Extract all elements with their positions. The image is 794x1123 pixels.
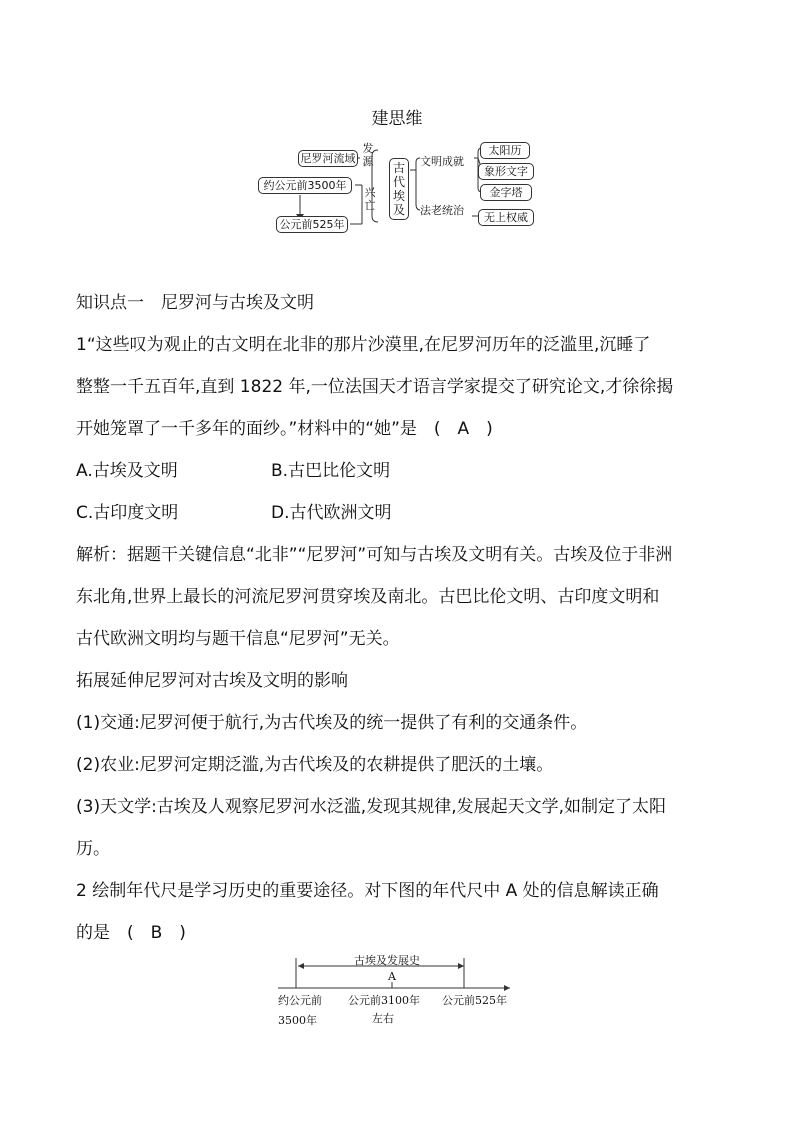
- extension-line-4: 历。: [76, 839, 110, 859]
- section-title: 建思维: [371, 109, 423, 129]
- mind-map-item-solar-calendar: 太阳历: [480, 142, 530, 159]
- q1-analysis-line-3: 古代欧洲文明均与题干信息“尼罗河”无关。: [76, 629, 400, 649]
- mind-map-box-3500bc: 约公元前3500年: [258, 177, 352, 194]
- q1-option-c: C.古印度文明: [76, 503, 179, 523]
- branch-label-achievements: 文明成就: [420, 155, 464, 168]
- timeline-title: 古埃及发展史: [354, 954, 420, 967]
- mind-map-box-nile: 尼罗河流域: [298, 150, 358, 167]
- timeline-tick-3500bc-line1: 约公元前: [278, 994, 322, 1007]
- q1-line-3: 开她笼罩了一千多年的面纱。”材料中的“她”是 ( A ): [76, 419, 493, 439]
- q1-option-d: D.古代欧洲文明: [271, 503, 392, 523]
- q1-analysis-line-1: 解析：据题干关键信息“北非”“尼罗河”可知与古埃及文明有关。古埃及位于非洲: [76, 545, 673, 565]
- q1-line-2: 整整一千五百年,直到 1822 年,一位法国天才语言学家提交了研究论文,才徐徐揭: [76, 377, 674, 397]
- timeline-tick-3100bc-line2: 左右: [372, 1012, 394, 1025]
- timeline-tick-525bc: 公元前525年: [442, 994, 507, 1007]
- mind-map-item-hieroglyphs: 象形文字: [478, 163, 534, 180]
- mind-map-center: 古代埃及: [389, 158, 409, 220]
- q1-line-1: 1“这些叹为观止的古文明在北非的那片沙漠里,在尼罗河历年的泛滥里,沉睡了: [76, 335, 651, 355]
- label-origin: 发源: [362, 142, 374, 168]
- timeline: [274, 948, 524, 1028]
- extension-line-3: (3)天文学:古埃及人观察尼罗河水泛滥,发现其规律,发展起天文学,如制定了太阳: [76, 797, 667, 817]
- mind-map-item-pyramid: 金字塔: [480, 184, 532, 201]
- label-rise-fall: 兴亡: [364, 186, 376, 212]
- extension-title: 拓展延伸尼罗河对古埃及文明的影响: [76, 671, 348, 691]
- extension-line-2: (2)农业:尼罗河定期泛滥,为古代埃及的农耕提供了肥沃的土壤。: [76, 755, 554, 775]
- q1-option-a: A.古埃及文明: [76, 461, 178, 481]
- mind-map-item-supreme-authority: 无上权威: [478, 209, 534, 226]
- knowledge-point-heading: 知识点一 尼罗河与古埃及文明: [76, 293, 314, 313]
- timeline-marker-a: A: [388, 970, 396, 983]
- timeline-tick-3100bc-line1: 公元前3100年: [348, 994, 420, 1007]
- timeline-tick-3500bc-line2: 3500年: [278, 1014, 317, 1027]
- q1-option-b: B.古巴比伦文明: [271, 461, 391, 481]
- mind-map-box-525bc: 公元前525年: [276, 216, 348, 233]
- q2-line-2: 的是 ( B ): [76, 923, 186, 943]
- q1-analysis-line-2: 东北角,世界上最长的河流尼罗河贯穿埃及南北。古巴比伦文明、古印度文明和: [76, 587, 660, 607]
- extension-line-1: (1)交通:尼罗河便于航行,为古代埃及的统一提供了有利的交通条件。: [76, 713, 588, 733]
- q2-line-1: 2 绘制年代尺是学习历史的重要途径。对下图的年代尺中 A 处的信息解读正确: [76, 881, 659, 901]
- branch-label-pharaoh: 法老统治: [420, 204, 464, 217]
- mind-map: [254, 138, 544, 238]
